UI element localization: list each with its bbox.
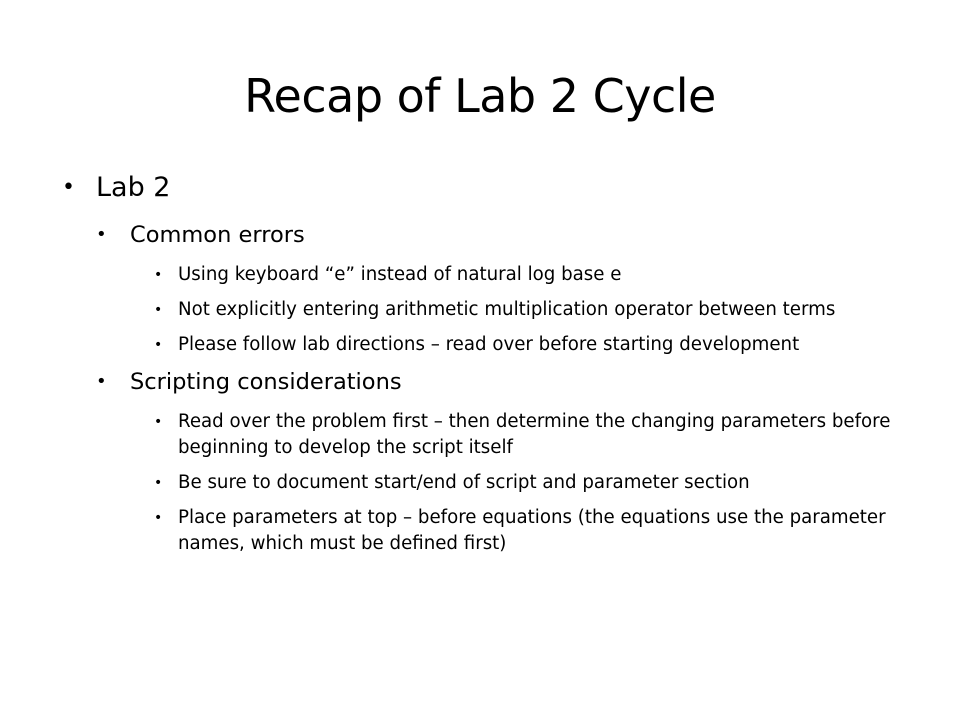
bullet-level-3 (154, 332, 912, 358)
bullet-text: Please follow lab directions – read over before starting development (178, 334, 800, 355)
bullet-level-3 (154, 297, 912, 323)
bullet-icon: • (96, 224, 107, 245)
bullet-level-1 (62, 170, 912, 206)
bullet-text: Using keyboard “e” instead of natural log base e (178, 264, 622, 285)
bullet-text: Place parameters at top – before equations (the equations use the parameter names, which must be defined first) (178, 507, 886, 554)
bullet-icon: • (154, 337, 163, 353)
bullet-icon: • (96, 371, 107, 392)
bullet-text: Common errors (130, 222, 305, 248)
bullet-icon: • (154, 475, 163, 491)
bullet-text: Scripting considerations (130, 369, 402, 395)
slide-body (62, 170, 912, 566)
bullet-icon: • (154, 267, 163, 283)
bullet-icon: • (62, 175, 75, 200)
bullet-level-3 (154, 470, 912, 496)
bullet-text: Be sure to document start/end of script and parameter section (178, 472, 750, 493)
bullet-text: Read over the problem first – then determine the changing parameters before beginning to develop the script itself (178, 411, 891, 458)
bullet-icon: • (154, 414, 163, 430)
bullet-level-3 (154, 505, 912, 557)
bullet-icon: • (154, 510, 163, 526)
bullet-level-2 (96, 367, 912, 397)
slide-title: Recap of Lab 2 Cycle (244, 69, 716, 123)
bullet-icon: • (154, 302, 163, 318)
bullet-level-3 (154, 262, 912, 288)
bullet-text: Not explicitly entering arithmetic multiplication operator between terms (178, 299, 836, 320)
bullet-text: Lab 2 (96, 172, 171, 203)
bullet-level-3 (154, 409, 912, 461)
bullet-level-2 (96, 220, 912, 250)
